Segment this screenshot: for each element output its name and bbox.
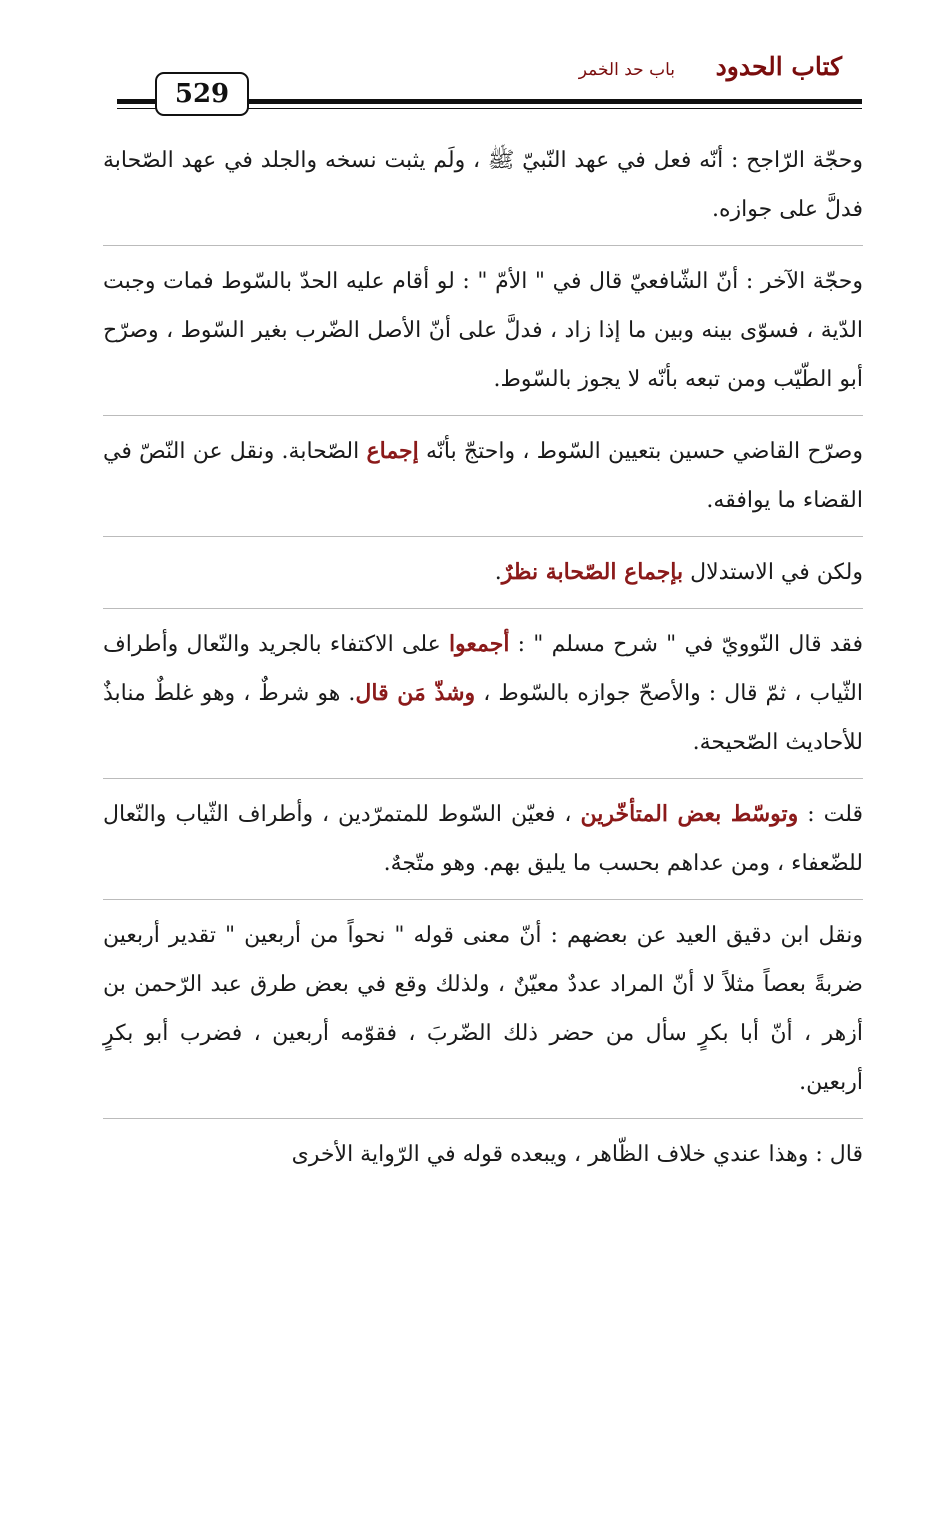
chapter-title: باب حد الخمر [578,60,675,80]
paragraph-divider [103,608,863,609]
paragraph [103,548,863,597]
paragraph-divider [103,1118,863,1119]
paragraph-divider [103,899,863,900]
text-run: . [494,560,502,585]
paragraph-divider [103,415,863,416]
text-run: ، فعيّن السّوط للمتمرّدين ، وأطراف الثّياب والنّعال للضّعفاء ، ومن عداهم بحسب ما يليق بهم. وهو متّجهٌ. [103,802,863,876]
paragraph: قال : وهذا عندي خلاف الظّاهر ، ويبعده قوله في الرّواية الأخرى [291,1142,863,1167]
paragraph [103,620,863,767]
paragraph: وحجّة الرّاجح : أنّه فعل في عهد النّبيّ ﷺ ، ولَم يثبت نسخه والجلد في عهد الصّحابة فدلَّ على جوازه. [103,148,863,222]
highlighted-term: إجماع [366,438,419,464]
text-run: قلت : [798,802,863,827]
text-run: على الاكتفاء بالجريد والنّعال وأطراف الثّياب ، ثمّ قال : والأصحّ جوازه بالسّوط ، [103,632,863,706]
body-text [103,136,863,1190]
text-run: ولكن في الاستدلال [683,560,863,585]
text-run: وصرّح القاضي حسين بتعيين السّوط ، واحتجّ بأنّه [418,439,863,464]
book-title: كتاب الحدود [715,52,842,81]
paragraph-divider [103,778,863,779]
highlighted-term: وتوسّط بعض المتأخّرين [580,801,799,827]
text-run: . هو شرطٌ ، وهو غلطٌ منابذٌ للأحاديث الصّحيحة. [103,681,863,755]
paragraph: وحجّة الآخر : أنّ الشّافعيّ قال في " الأمّ " : لو أقام عليه الحدّ بالسّوط فمات وجبت الدّية ، فسوّى بينه وبين ما إذا زاد ، فدلَّ على أنّ الأصل الضّرب بغير السّوط ، وصرّح أبو الطّيّب ومن تبعه بأنّه لا يجوز بالسّوط. [103,269,863,392]
highlighted-term: وشذّ مَن قال [355,680,476,706]
paragraph [103,427,863,525]
paragraph: ونقل ابن دقيق العيد عن بعضهم : أنّ معنى قوله " نحواً من أربعين " تقدير أربعين ضربةً بعصاً مثلاً لا أنّ المراد عددٌ معيّنٌ ، ولذلك وقع في بعض طرق عبد الرّحمن بن أزهر ، أنّ أبا بكرٍ سأل من حضر ذلك الضّربَ ، فقوّمه أربعين ، فضرب أبو بكرٍ أربعين. [103,923,863,1095]
paragraph-divider [103,245,863,246]
page-number: 529 [155,72,249,116]
text-run: الصّحابة. ونقل عن النّصّ في القضاء ما يوافقه. [103,439,863,513]
highlighted-term: بإجماع الصّحابة نظرٌ [501,559,684,585]
paragraph-divider [103,536,863,537]
highlighted-term: أجمعوا [448,631,510,657]
text-run: فقد قال النّوويّ في " شرح مسلم " : [509,632,863,657]
paragraph [103,790,863,888]
